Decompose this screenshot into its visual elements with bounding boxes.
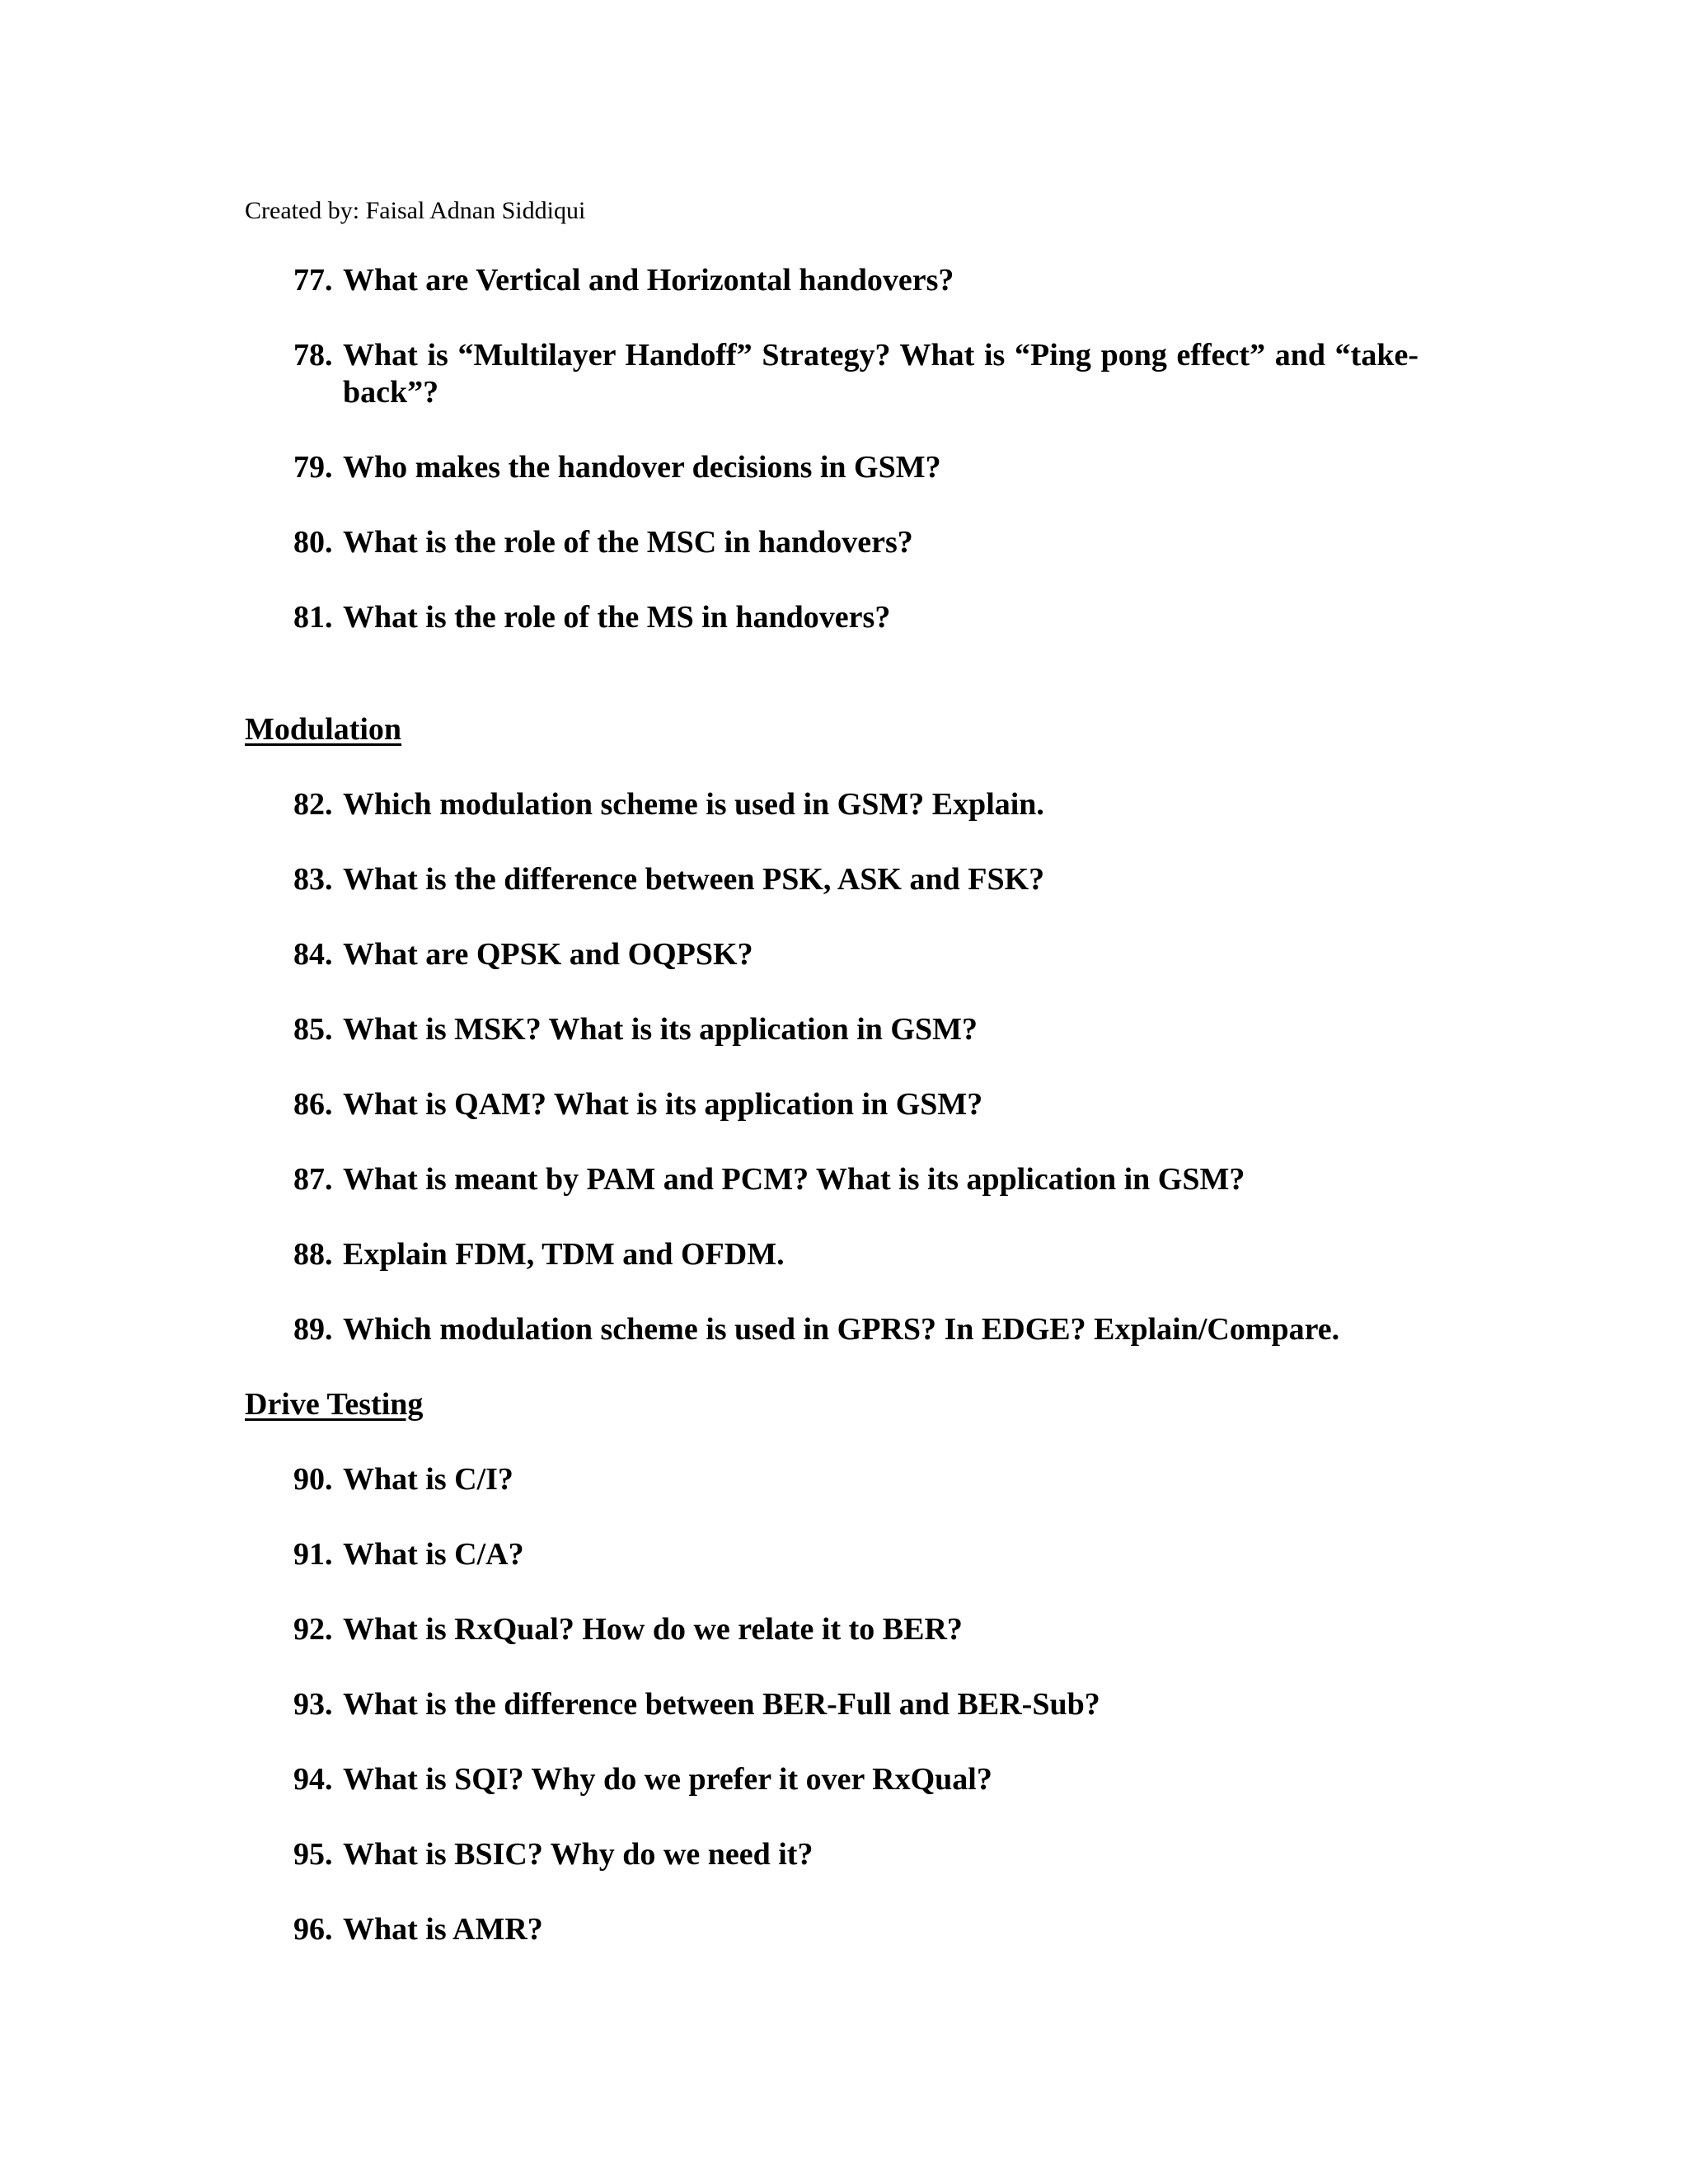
question-text: What is meant by PAM and PCM? What is its application in GSM? [343,1162,1245,1197]
question-number: 86. [293,1087,333,1122]
question-number: 85. [293,1012,333,1047]
question-number: 91. [293,1537,333,1572]
question-item [293,337,1418,411]
question-item [293,1686,1418,1723]
question-item [293,1611,1418,1648]
question-text: What are QPSK and OQPSK? [343,937,753,972]
question-item [293,1911,1418,1948]
question-number: 93. [293,1687,333,1722]
question-number: 79. [293,450,333,485]
question-text: What is AMR? [343,1912,543,1947]
question-number: 80. [293,525,333,560]
section-heading-modulation: Modulation [245,712,402,747]
question-item [293,1311,1418,1348]
question-text: What is BSIC? Why do we need it? [343,1837,814,1872]
question-text: What is SQI? Why do we prefer it over RxQual? [343,1762,992,1797]
question-number: 83. [293,862,333,897]
question-text: Which modulation scheme is used in GPRS? In EDGE? Explain/Compare. [343,1312,1340,1347]
question-item [293,1761,1418,1798]
question-text: What is the role of the MSC in handovers? [343,525,913,560]
question-number: 77. [293,263,333,298]
author-line: Created by: Faisal Adnan Siddiqui [245,197,586,224]
question-item [293,1536,1418,1573]
question-item [293,262,1418,299]
question-text: What is the role of the MS in handovers? [343,600,891,635]
question-number: 81. [293,600,333,635]
question-text: What is “Multilayer Handoff” Strategy? What is “Ping pong effect” and “take-back”? [343,338,1418,410]
question-text: What is C/I? [343,1462,513,1497]
question-number: 96. [293,1912,333,1947]
question-item [293,1011,1418,1048]
question-text: What is C/A? [343,1537,524,1572]
question-number: 95. [293,1837,333,1872]
question-item [293,449,1418,486]
question-number: 89. [293,1312,333,1347]
question-item [293,599,1418,636]
question-number: 84. [293,937,333,972]
question-item [293,1236,1418,1273]
question-text: What is MSK? What is its application in GSM? [343,1012,978,1047]
question-number: 82. [293,787,333,822]
question-text: What is the difference between PSK, ASK and FSK? [343,862,1045,897]
question-text: What are Vertical and Horizontal handovers? [343,263,954,298]
question-number: 88. [293,1237,333,1272]
question-number: 90. [293,1462,333,1497]
question-item [293,861,1418,898]
question-text: Which modulation scheme is used in GSM? Explain. [343,787,1044,822]
question-item [293,1086,1418,1123]
question-text: Explain FDM, TDM and OFDM. [343,1237,785,1272]
question-item [293,524,1418,561]
question-item [293,1161,1418,1198]
question-text: Who makes the handover decisions in GSM? [343,450,941,485]
question-item [293,936,1418,973]
question-text: What is RxQual? How do we relate it to BER? [343,1612,963,1647]
question-item [293,786,1418,823]
question-item [293,1461,1418,1498]
question-number: 94. [293,1762,333,1797]
question-text: What is the difference between BER-Full and BER-Sub? [343,1687,1100,1722]
question-text: What is QAM? What is its application in GSM? [343,1087,983,1122]
question-item [293,1836,1418,1873]
question-number: 92. [293,1612,333,1647]
question-number: 87. [293,1162,333,1197]
question-number: 78. [293,338,333,373]
section-heading-drive-testing: Drive Testing [245,1387,424,1422]
